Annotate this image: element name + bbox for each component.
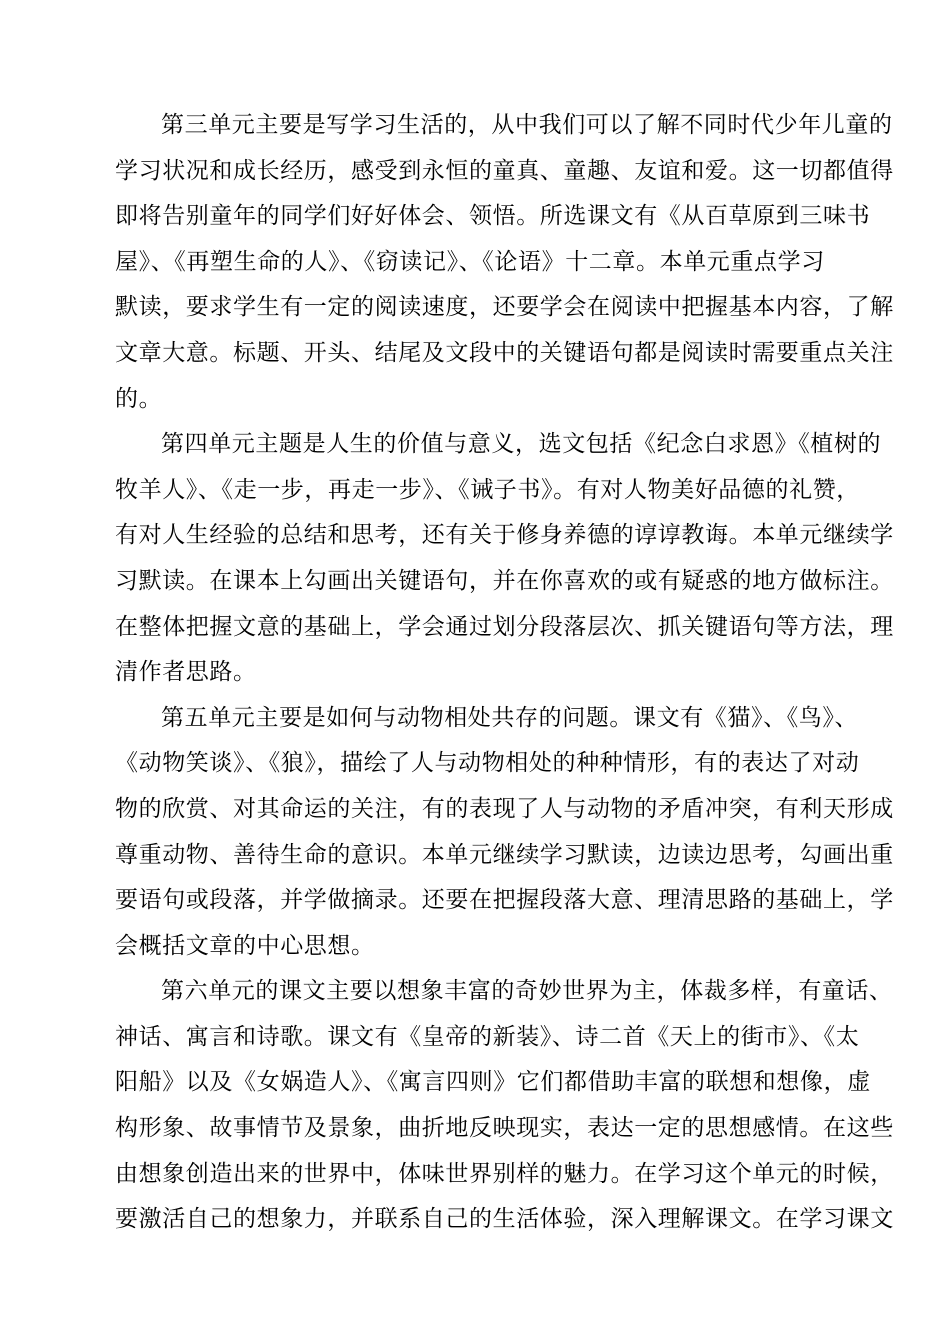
paragraph-line: 学习状况和成长经历，感受到永恒的童真、童趣、友谊和爱。这一切都值得 [115, 157, 894, 184]
paragraph-line: 文章大意。标题、开头、结尾及文段中的关键语句都是阅读时需要重点关注 [115, 339, 894, 366]
paragraph-line: 尊重动物、善待生命的意识。本单元继续学习默读，边读边思考，勾画出重 [115, 841, 894, 868]
paragraph-line: 屋》、《再塑生命的人》、《窃读记》、《论语》十二章。本单元重点学习 [115, 248, 825, 275]
paragraph-line: 由想象创造出来的世界中，体味世界别样的魅力。在学习这个单元的时候， [115, 1160, 894, 1187]
paragraph-line: 会概括文章的中心思想。 [115, 932, 375, 959]
paragraph-line: 要语句或段落，并学做摘录。还要在把握段落大意、理清思路的基础上，学 [115, 887, 894, 914]
paragraph-line: 构形象、故事情节及景象，曲折地反映现实，表达一定的思想感情。在这些 [115, 1115, 894, 1142]
paragraph-line: 有对人生经验的总结和思考，还有关于修身养德的谆谆教诲。本单元继续学 [115, 522, 894, 549]
paragraph-line: 物的欣赏、对其命运的关注，有的表现了人与动物的矛盾冲突，有利天形成 [115, 795, 894, 822]
paragraph-line: 第三单元主要是写学习生活的，从中我们可以了解不同时代少年儿童的 [161, 112, 893, 138]
paragraph-line: 习默读。在课本上勾画出关键语句，并在你喜欢的或有疑惑的地方做标注。 [115, 567, 894, 594]
paragraph-line: 默读，要求学生有一定的阅读速度，还要学会在阅读中把握基本内容，了解 [115, 294, 894, 321]
document-body [115, 103, 894, 1243]
paragraph-line: 第四单元主题是人生的价值与意义，选文包括《纪念白求恩》《植树的 [161, 431, 882, 458]
paragraph-line: 的。 [115, 385, 163, 412]
paragraph-line: 清作者思路。 [115, 659, 257, 686]
paragraph-line: 神话、寓言和诗歌。课文有《皇帝的新装》、诗二首《天上的街市》、《太 [115, 1023, 860, 1050]
paragraph-line: 牧羊人》、《走一步，再走一步》、《诫子书》。有对人物美好品德的礼赞， [115, 476, 860, 503]
paragraph-line: 在整体把握文意的基础上，学会通过划分段落层次、抓关键语句等方法，理 [115, 613, 894, 640]
paragraph-line: 《动物笑谈》、《狼》，描绘了人与动物相处的种种情形，有的表达了对动 [115, 750, 860, 777]
paragraph-line: 要激活自己的想象力，并联系自己的生活体验，深入理解课文。在学习课文 [115, 1206, 894, 1233]
paragraph-line: 第六单元的课文主要以想象丰富的奇妙世界为主，体裁多样，有童话、 [161, 978, 893, 1005]
paragraph-line: 阳船》以及《女娲造人》、《寓言四则》它们都借助丰富的联想和想像，虚 [115, 1069, 871, 1096]
paragraph-line: 即将告别童年的同学们好好体会、领悟。所选课文有《从百草原到三味书 [115, 203, 871, 230]
paragraph-line: 第五单元主要是如何与动物相处共存的问题。课文有《猫》、《鸟》、 [161, 704, 859, 731]
